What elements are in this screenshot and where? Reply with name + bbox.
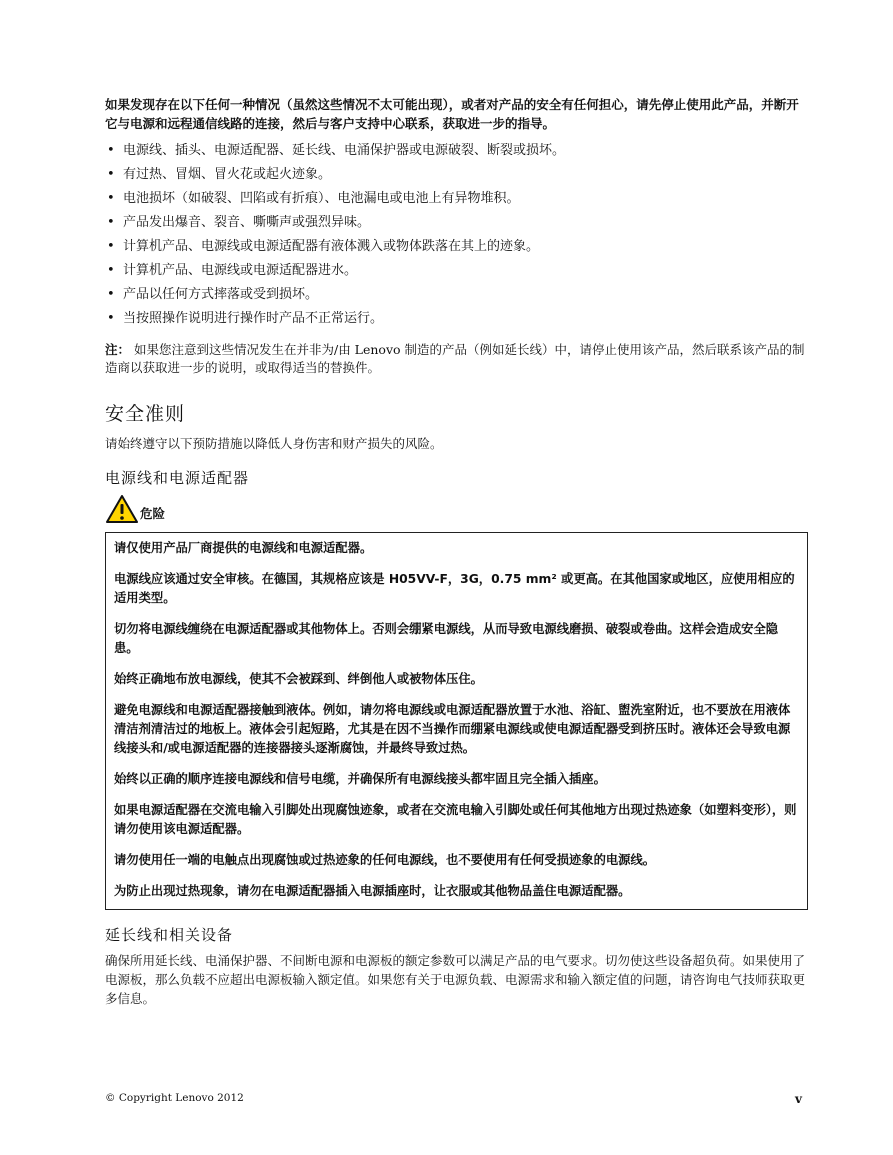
section-title: 安全准则 (105, 403, 186, 425)
list-item: • 产品发出爆音、裂音、嘶嘶声或强烈异味。 (105, 211, 808, 235)
condition-list (105, 139, 808, 331)
bullet-icon: • (107, 239, 115, 254)
bullet-icon: • (107, 191, 115, 206)
danger-box (105, 532, 808, 910)
danger-paragraph: 始终以正确的顺序连接电源线和信号电缆，并确保所有电源线接头都牢固且完全插入插座。 (114, 772, 606, 786)
intro-warning: 如果发现存在以下任何一种情况（虽然这些情况不太可能出现），或者对产品的安全有任何担心，请先停止使用此产品，并断开它与电源和远程通信线路的连接，然后与客户支持中心联系，获取进一步的指导。 (105, 97, 799, 131)
note-label: 注： (105, 342, 131, 357)
note (105, 341, 808, 377)
list-item: • 电池损坏（如破裂、凹陷或有折痕）、电池漏电或电池上有异物堆积。 (105, 187, 808, 211)
danger-header (105, 494, 808, 524)
extension-text: 确保所用延长线、电涌保护器、不间断电源和电源板的额定参数可以满足产品的电气要求。切勿使这些设备超负荷。如果使用了电源板，那么负载不应超出电源板输入额定值。如果您有关于电源负载、电源需求和输入额定值的问题，请咨询电气技师获取更多信息。 (105, 953, 806, 1006)
list-item: • 电源线、插头、电源适配器、延长线、电涌保护器或电源破裂、断裂或损坏。 (105, 139, 808, 163)
bullet-icon: • (107, 287, 115, 302)
extension-title: 延长线和相关设备 (105, 926, 234, 944)
section-intro: 请始终遵守以下预防措施以降低人身伤害和财产损失的风险。 (105, 436, 443, 451)
document-page (105, 95, 808, 1008)
list-item: • 有过热、冒烟、冒火花或起火迹象。 (105, 163, 808, 187)
danger-paragraph: 避免电源线和电源适配器接触到液体。例如，请勿将电源线或电源适配器放置于水池、浴缸、盥洗室附近，也不要放在用液体清洁剂清洁过的地板上。液体会引起短路，尤其是在因不当操作而绷紧电源线或使电源适配器受到挤压时。液体还会导致电源线接头和/或电源适配器的连接器接头逐渐腐蚀，并最终导致过热。 (114, 703, 791, 755)
warning-triangle-icon (105, 494, 139, 524)
danger-label: 危险 (140, 506, 166, 521)
bullet-icon: • (107, 263, 115, 278)
note-text: 如果您注意到这些情况发生在并非为/由 Lenovo 制造的产品（例如延长线）中，请停止使用该产品，然后联系该产品的制造商以获取进一步的说明，或取得适当的替换件。 (105, 342, 805, 375)
danger-paragraph: 电源线应该通过安全审核。在德国，其规格应该是 H05VV-F，3G，0.75 mm² 或更高。在其他国家或地区，应使用相应的适用类型。 (114, 572, 795, 605)
copyright: © Copyright Lenovo 2012 (105, 1092, 244, 1104)
list-item: • 产品以任何方式摔落或受到损坏。 (105, 283, 808, 307)
danger-paragraph: 始终正确地布放电源线，使其不会被踩到、绊倒他人或被物体压住。 (114, 672, 483, 686)
danger-paragraph: 切勿将电源线缠绕在电源适配器或其他物体上。否则会绷紧电源线，从而导致电源线磨损、破裂或卷曲。这样会造成安全隐患。 (114, 622, 779, 655)
page-number: v (795, 1092, 802, 1106)
bullet-icon: • (107, 143, 115, 158)
danger-paragraph: 为防止出现过热现象，请勿在电源适配器插入电源插座时，让衣服或其他物品盖住电源适配器。 (114, 884, 631, 898)
danger-paragraph: 如果电源适配器在交流电输入引脚处出现腐蚀迹象，或者在交流电输入引脚处或任何其他地方出现过热迹象（如塑料变形），则请勿使用该电源适配器。 (114, 803, 797, 836)
list-item: • 当按照操作说明进行操作时产品不正常运行。 (105, 307, 808, 331)
bullet-icon: • (107, 215, 115, 230)
danger-paragraph: 请仅使用产品厂商提供的电源线和电源适配器。 (114, 541, 373, 555)
list-item: • 计算机产品、电源线或电源适配器进水。 (105, 259, 808, 283)
power-title: 电源线和电源适配器 (105, 469, 250, 487)
bullet-icon: • (107, 311, 115, 326)
danger-paragraph: 请勿使用任一端的电触点出现腐蚀或过热迹象的任何电源线，也不要使用有任何受损迹象的电源线。 (114, 853, 656, 867)
list-item: • 计算机产品、电源线或电源适配器有液体溅入或物体跌落在其上的迹象。 (105, 235, 808, 259)
bullet-icon: • (107, 167, 115, 182)
